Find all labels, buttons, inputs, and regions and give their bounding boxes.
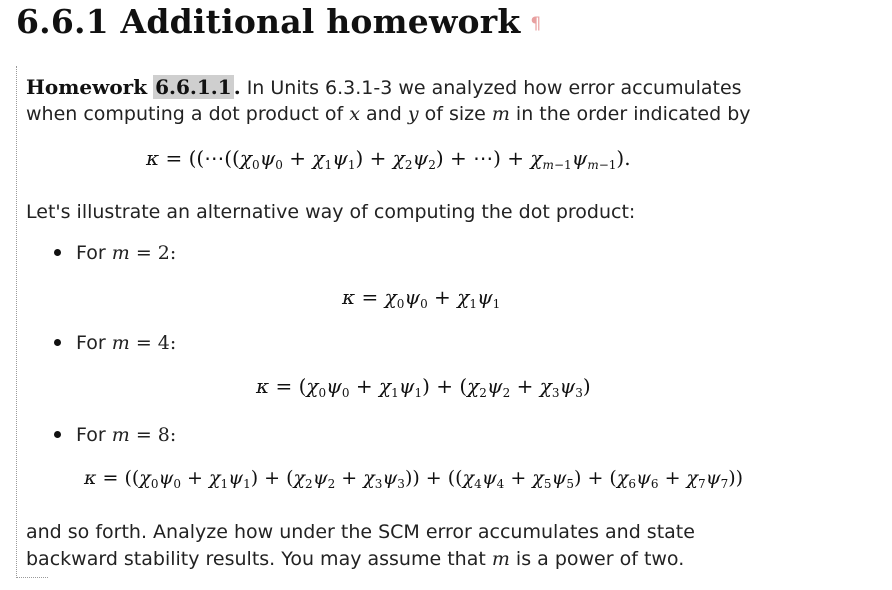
bullet-eq: = 2:: [135, 242, 177, 264]
bullet-dot: [54, 249, 61, 256]
bullet-for-text: For: [76, 332, 106, 354]
homework-number[interactable]: 6.6.1.1: [155, 75, 232, 99]
intro-text: when computing a dot product of: [26, 103, 344, 125]
bullet-dot: [54, 339, 61, 346]
equation-m4: $\kappa = (\chi_0\psi_0 + \chi_1\psi_1) + (\chi_2\psi_2 + \chi_3\psi_3)$: [256, 374, 591, 400]
bullet-eq: = 8:: [135, 424, 177, 446]
bullet-m: m: [111, 242, 130, 264]
bullet-m: m: [111, 332, 130, 354]
bullet-item-m4: [76, 330, 176, 356]
order-text: in the order indicated by: [515, 103, 751, 125]
section-title: 6.6.1 Additional homework: [16, 2, 521, 41]
bullet-dot: [54, 431, 61, 438]
homework-intro-text: In Units 6.3.1-3 we analyzed how error accumulates: [246, 77, 742, 99]
homework-intro-line-1: [26, 74, 742, 101]
equation-sequential: $\kappa = ((\cdots((\chi_0\psi_0 + \chi_1\psi_1) + \chi_2\psi_2)$ + ⋯) + $\chi_{m-1}\psi_{m-1}$).: [146, 146, 631, 172]
closing-text-end: is a power of two.: [515, 548, 685, 570]
pilcrow-icon[interactable]: ¶: [530, 14, 542, 34]
bullet-item-m2: [76, 240, 176, 266]
bullet-for-text: For: [76, 424, 106, 446]
bullet-item-m8: [76, 422, 176, 448]
var-m: m: [491, 548, 510, 570]
var-x: x: [349, 103, 360, 125]
bullet-m: m: [111, 424, 130, 446]
alternative-text: Let's illustrate an alternative way of computing the dot product:: [26, 201, 636, 223]
closing-line-2: [26, 546, 684, 572]
bullet-eq: = 4:: [135, 332, 177, 354]
var-y: y: [407, 103, 419, 125]
homework-box: [16, 66, 777, 578]
var-m: m: [491, 103, 510, 125]
equation-m8: $\kappa = ((\chi_0\psi_0 + \chi_1\psi_1) + (\chi_2\psi_2 + \chi_3\psi_3)) + ((\chi_4\psi_4 + \chi_5\psi_5) + (\chi_6\psi_6 + \chi_7\psi_7))$: [84, 467, 744, 491]
closing-line-1: and so forth. Analyze how under the SCM error accumulates and state: [26, 521, 695, 543]
of-size-text: of size: [424, 103, 486, 125]
closing-text: backward stability results. You may assume that: [26, 548, 486, 570]
bullet-for-text: For: [76, 242, 106, 264]
and-text: and: [366, 103, 402, 125]
homework-box-bottom-border: [16, 577, 48, 578]
equation-m2: $\kappa = \chi_0\psi_0 + \chi_1\psi_1$: [342, 285, 501, 311]
homework-label: Homework: [26, 75, 148, 99]
section-heading: [16, 2, 541, 41]
homework-intro-line-2: [26, 101, 751, 127]
homework-period: .: [233, 75, 241, 99]
